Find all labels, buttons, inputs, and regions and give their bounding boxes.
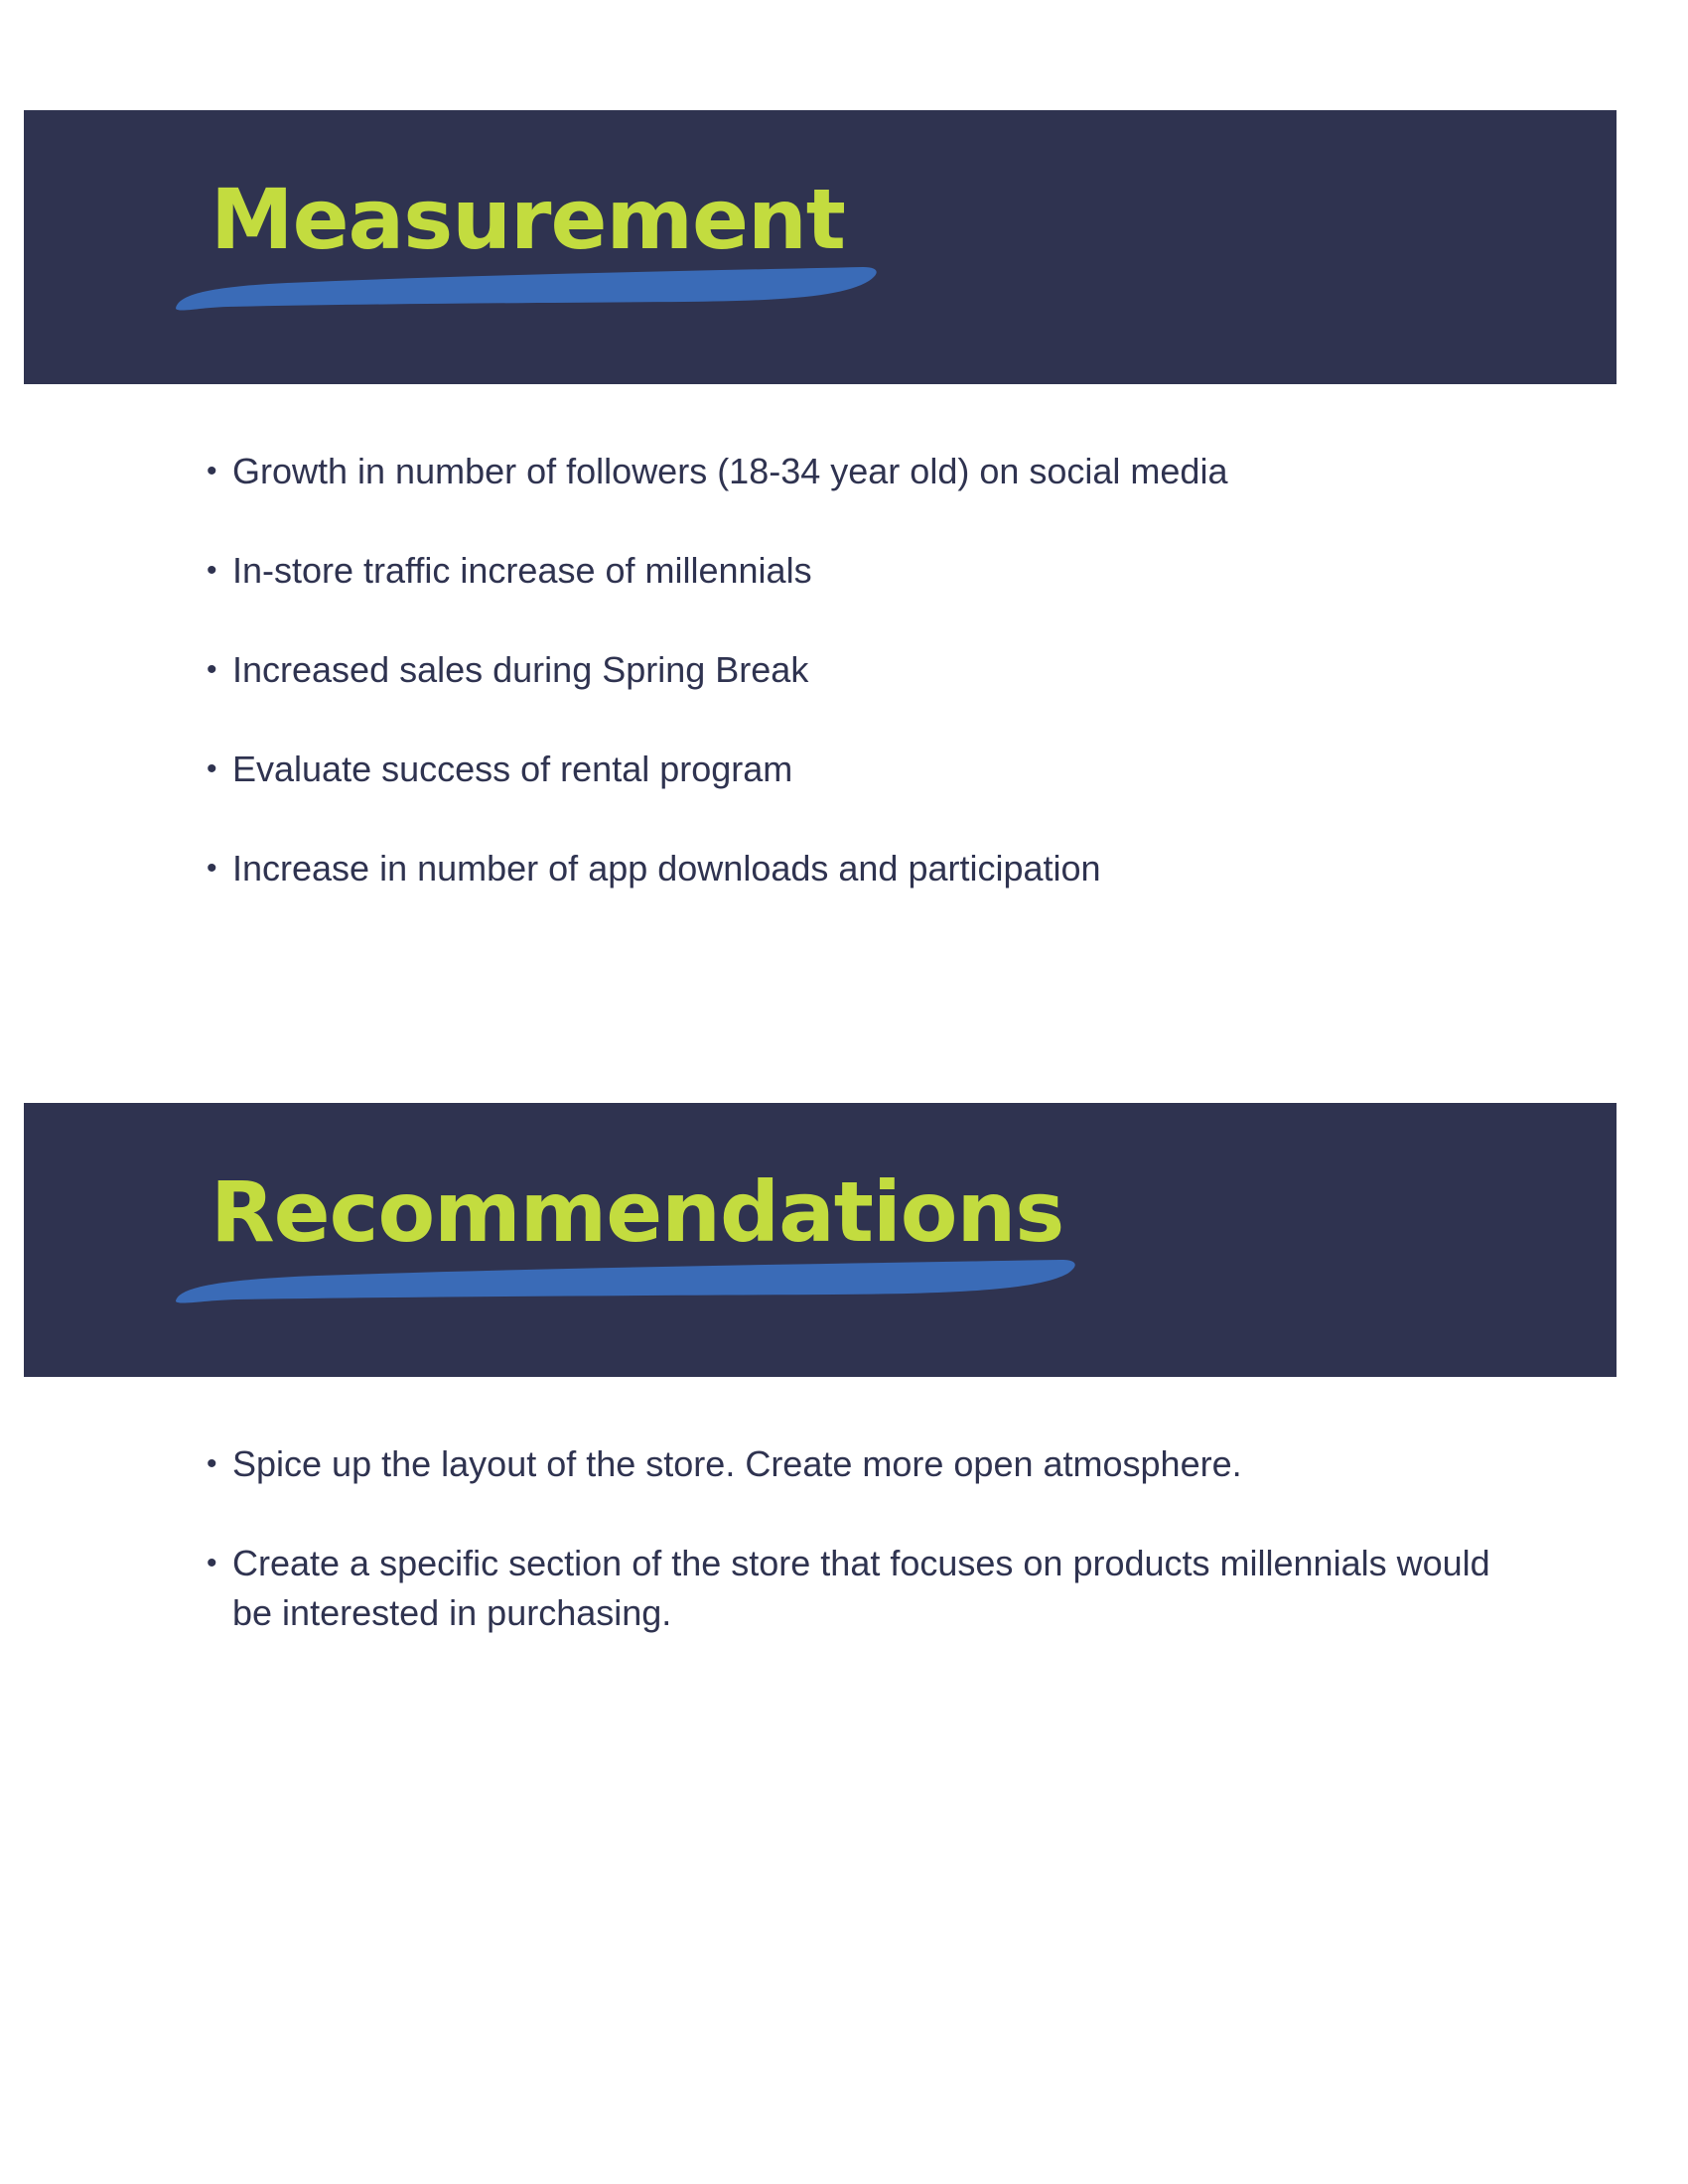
- bullet-dot-icon: •: [207, 653, 217, 686]
- list-item: [207, 1439, 1557, 1489]
- bullet-text: Create a specific section of the store that focuses on products millennials would be interested in purchasing.: [232, 1543, 1490, 1633]
- measurement-header-banner: [24, 110, 1617, 384]
- bullet-text: Evaluate success of rental program: [232, 749, 793, 789]
- bullet-dot-icon: •: [207, 852, 217, 885]
- bullet-text: In-store traffic increase of millennials: [232, 550, 812, 591]
- bullet-text: Growth in number of followers (18-34 year old) on social media: [232, 451, 1228, 491]
- bullet-dot-icon: •: [207, 752, 217, 785]
- recommendations-header-banner: [24, 1103, 1617, 1377]
- list-item: [207, 1539, 1523, 1638]
- recommendations-title: Recommendations: [211, 1163, 1064, 1261]
- bullet-dot-icon: •: [207, 1447, 217, 1480]
- list-item: [207, 645, 1557, 695]
- bullet-text: Spice up the layout of the store. Create more open atmosphere.: [232, 1443, 1242, 1484]
- bullet-text: Increase in number of app downloads and participation: [232, 848, 1101, 888]
- list-item: [207, 546, 1557, 596]
- measurement-bullet-list: [207, 447, 1557, 943]
- measurement-title: Measurement: [211, 171, 845, 268]
- recommendations-bullet-list: [207, 1439, 1557, 1688]
- bullet-dot-icon: •: [207, 1547, 217, 1579]
- bullet-dot-icon: •: [207, 455, 217, 487]
- bullet-dot-icon: •: [207, 554, 217, 587]
- list-item: [207, 844, 1557, 893]
- bullet-text: Increased sales during Spring Break: [232, 649, 809, 690]
- list-item: [207, 447, 1557, 496]
- list-item: [207, 745, 1557, 794]
